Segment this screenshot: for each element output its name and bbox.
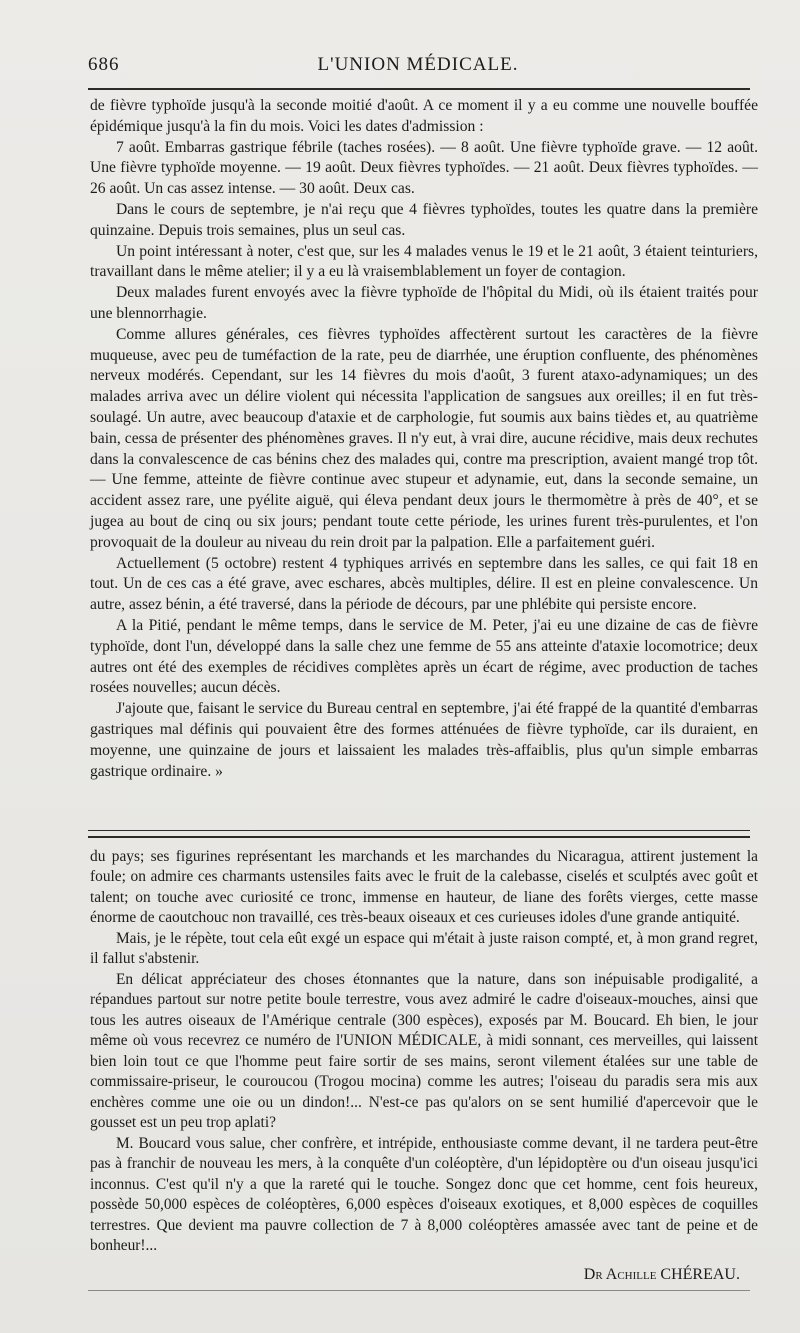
feuilleton-column — [90, 847, 758, 1257]
article-paragraph: Comme allures générales, ces fièvres typhoïdes affectèrent surtout les caractères de la fièvre muqueuse, avec peu de tuméfaction de la rate, peu de diarrhée, une éruption confluente, des phénomènes nerveux modérés. Cependant, sur les 14 fièvres du mois d'août, 3 furent ataxo-adynamiques; un des malades arriva avec un délire violent qui nécessita l'application de sangsues aux oreilles; il en fut très-soulagé. Un autre, avec beaucoup d'ataxie et de carphologie, fut soumis aux bains tièdes et, au quatrième bain, cessa de présenter des phénomènes graves. Il n'y eut, à vrai dire, aucune récidive, mais deux rechutes dans la convalescence de cas bénins chez des malades qui, contre ma prescription, avaient mangé trop tôt. — Une femme, atteinte de fièvre continue avec stupeur et adynamie, eut, dans la seconde semaine, un accident assez rare, une pyélite aiguë, qui éleva pendant deux jours le thermomètre à près de 40°, et se jugea au bout de cinq ou six jours; pendant toute cette période, les urines furent très-purulentes, et l'on provoquait de la douleur au niveau du rein droit par la palpation. Elle a parfaitement guéri. — [90, 325, 758, 551]
article-column — [90, 96, 758, 782]
feuilleton-divider — [88, 830, 750, 831]
feuilleton-paragraph: M. Boucard vous salue, cher confrère, et intrépide, enthousiaste comme devant, il ne tardera peut-être pas à franchir de nouveau les mers, à la conquête d'un coléoptère, d'un lépidoptère ou d'un oiseau jusqu'ici inconnus. C'est qu'il n'y a que la rareté qui le touche. Songez donc que cet homme, cent fois heureux, possède 50,000 espèces de coléoptères, 6,000 espèces d'oiseaux exotiques, et 8,000 espèces de coquilles terrestres. Que devient ma pauvre collection de 7 à 8,000 coléoptères amassée avec tant de peine et de bonheur!... — [90, 1134, 758, 1255]
article-paragraph: Dans le cours de septembre, je n'ai reçu que 4 fièvres typhoïdes, toutes les quatre dans la première quinzaine. Depuis trois semaines, plus un seul cas. — [90, 200, 758, 239]
article-paragraph: Un point intéressant à noter, c'est que, sur les 4 malades venus le 19 et le 21 août, 3 étaient teinturiers, travaillant dans le même atelier; il y a eu là vraisemblablement un foyer de contagion. — [90, 242, 758, 281]
feuilleton-paragraph: En délicat appréciateur des choses étonnantes que la nature, dans son inépuisable prodigalité, a répandues partout sur notre petite boule terrestre, vous avez admiré le cadre d'oiseaux-mouches, ainsi que tous les autres oiseaux de l'Amérique centrale (300 espèces), exposés par M. Boucard. Eh bien, le jour même où vous recevrez ce numéro de l'UNION MÉDICALE, à midi sonnant, ces merveilles, qui laissent bien loin tout ce que l'homme peut faire sortir de ses mains, seront vilement étalées sur une table de commissaire-priseur, le couroucou (Trogou mocina) comme les autres; l'oiseau du paradis sera mis aux enchères comme une oie ou un dindon!... N'est-ce pas qu'alors on se sent humilié d'apercevoir que le gousset est un peu trop aplati? — [90, 970, 758, 1132]
page-number: 686 — [88, 54, 120, 75]
article-paragraph: A la Pitié, pendant le même temps, dans le service de M. Peter, j'ai eu une dizaine de cas de fièvre typhoïde, dont l'un, développé dans la salle chez une femme de 55 ans atteinte d'ataxie locomotrice; deux autres ont été des exemples de récidives complètes après un écart de régime, avec production de taches rosées nouvelles; aucun décès. — [90, 616, 758, 697]
article-paragraph: Deux malades furent envoyés avec la fièvre typhoïde de l'hôpital du Midi, où ils étaient traités pour une blennorrhagie. — [90, 284, 758, 322]
article-paragraph: de fièvre typhoïde jusqu'à la seconde moitié d'août. A ce moment il y a eu comme une nouvelle bouffée épidémique jusqu'à la fin du mois. Voici les dates d'admission : — [90, 97, 758, 135]
feuilleton-divider-thick — [88, 836, 750, 838]
bottom-rule — [88, 1290, 750, 1291]
feuilleton-paragraph: Mais, je le répète, tout cela eût exgé un espace qui m'était à juste raison compté, et, à mon grand regret, il fallut s'abstenir. — [90, 929, 758, 968]
header-rule — [88, 88, 750, 90]
article-paragraph: 7 août. Embarras gastrique fébrile (taches rosées). — 8 août. Une fièvre typhoïde grave. — 12 août. Une fièvre typhoïde moyenne. — 19 août. Deux fièvres typhoïdes. — 21 août. Deux fièvres typhoïdes. — 26 août. Un cas assez intense. — 30 août. Deux cas. — [90, 138, 758, 198]
feuilleton-paragraph: du pays; ses figurines représentant les marchands et les marchandes du Nicaragua, attirent justement la foule; on admire ces charmants ustensiles faits avec le fruit de la calebasse, ciselés et sculptés avec goût et talent; on touche avec curiosité ce tronc, immense en hauteur, de liane des forêts vierges, cette masse énorme de caoutchouc non travaillé, ces très-beaux oiseaux et ces curieuses idoles d'une grande antiquité. — [90, 848, 758, 927]
page-header — [88, 54, 748, 80]
article-paragraph: J'ajoute que, faisant le service du Bureau central en septembre, j'ai été frappé de la quantité d'embarras gastriques mal définis qui pouvaient être des formes atténuées de fièvre typhoïde, car ils duraient, en moyenne, une quinzaine de jours et laissaient les malades très-affaiblis, plus qu'un simple embarras gastrique ordinaire. » — [90, 700, 758, 780]
author-signature: Dr Achille CHÉREAU. — [583, 1266, 740, 1283]
running-title: L'UNION MÉDICALE. — [317, 54, 519, 75]
article-paragraph: Actuellement (5 octobre) restent 4 typhiques arrivés en septembre dans les salles, ce qui fait 18 en tout. Un de ces cas a été grave, avec eschares, abcès multiples, délire. Il est en pleine convalescence. Un autre, assez bénin, a été traversé, dans la période de décours, par une phlébite qui persiste encore. — [90, 554, 758, 614]
